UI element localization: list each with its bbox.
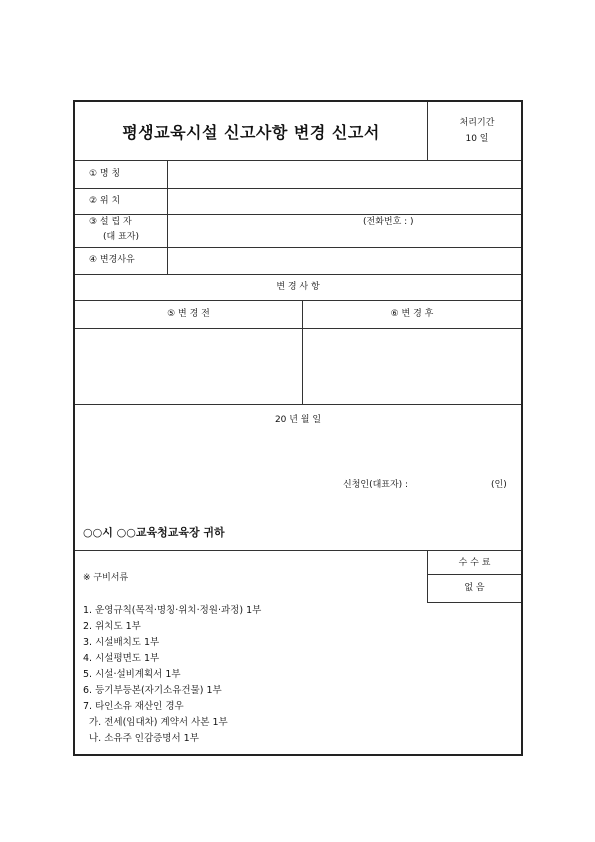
row-divider xyxy=(75,300,521,301)
name-input[interactable] xyxy=(168,161,521,187)
list-item: 가. 전세(임대차) 계약서 사본 1부 xyxy=(89,717,228,728)
addressee: ○○시 ○○교육청교육장 귀하 xyxy=(83,526,225,539)
after-change-input[interactable] xyxy=(304,329,520,403)
field-label-founder: ③ 설 립 자 xyxy=(89,217,132,227)
fee-box-divider xyxy=(427,574,521,575)
location-input[interactable] xyxy=(168,189,521,214)
field-label-name: ① 명 칭 xyxy=(89,169,121,179)
list-item: 1. 운영규칙(목적·명칭·위치·정원·과정) 1부 xyxy=(83,605,262,616)
applicant-label: 신청인(대표자) : xyxy=(343,480,409,490)
processing-period-days: 10 일 xyxy=(465,134,489,144)
row-divider xyxy=(75,404,521,405)
before-change-header: ⑤ 변 경 전 xyxy=(167,309,210,319)
changes-header: 변 경 사 항 xyxy=(276,282,320,292)
field-sublabel-representative: (대 표자) xyxy=(103,232,139,242)
list-item: 나. 소유주 인감증명서 1부 xyxy=(89,733,199,744)
change-report-form xyxy=(73,100,523,756)
form-title: 평생교육시설 신고사항 변경 신고서 xyxy=(122,122,380,142)
phone-number-label: (전화번호 : ) xyxy=(363,217,414,227)
processing-period-label: 처리기간 xyxy=(459,118,495,128)
title-divider xyxy=(427,102,428,160)
founder-input[interactable] xyxy=(168,215,521,246)
fee-box-bottom xyxy=(427,602,521,603)
list-item: 5. 시설·설비계획서 1부 xyxy=(83,669,181,680)
list-item: 7. 타인소유 재산인 경우 xyxy=(83,701,184,712)
required-documents-header: ※ 구비서류 xyxy=(83,573,129,583)
field-label-location: ② 위 치 xyxy=(89,196,121,206)
before-change-input[interactable] xyxy=(76,329,301,403)
list-item: 2. 위치도 1부 xyxy=(83,621,141,632)
fee-value: 없 음 xyxy=(464,583,485,593)
row-divider xyxy=(75,274,521,275)
seal-mark: (인) xyxy=(491,480,507,490)
after-change-header: ⑥ 변 경 후 xyxy=(390,309,434,319)
list-item: 6. 등기부등본(자기소유건물) 1부 xyxy=(83,685,222,696)
list-item: 3. 시설배치도 1부 xyxy=(83,637,160,648)
list-item: 4. 시설평면도 1부 xyxy=(83,653,160,664)
row-divider xyxy=(75,550,521,551)
change-reason-input[interactable] xyxy=(168,248,521,273)
fee-label: 수 수 료 xyxy=(458,558,491,568)
date-line: 20 년 월 일 xyxy=(274,415,322,425)
field-label-change-reason: ④ 변경사유 xyxy=(89,255,135,265)
